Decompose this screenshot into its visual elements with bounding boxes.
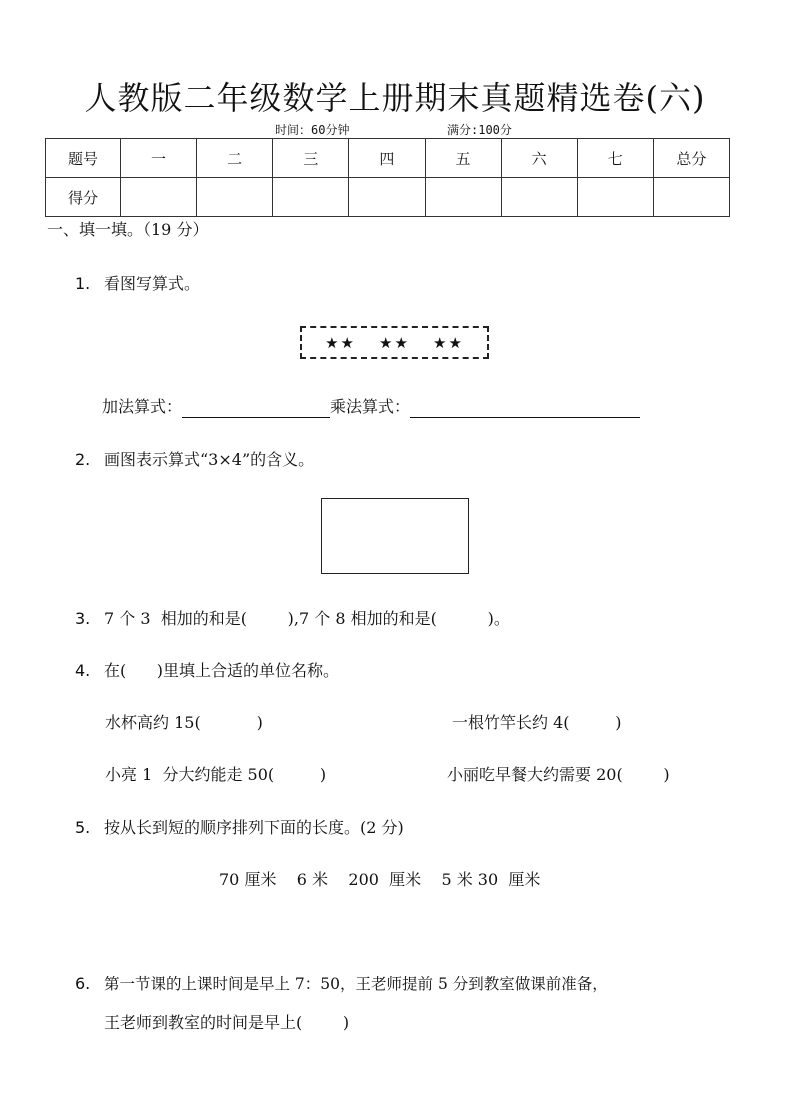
- score-table-header-row: [46, 139, 730, 178]
- question-text: 看图写算式。: [104, 274, 201, 293]
- multiplication-label: 乘法算式：: [330, 397, 411, 416]
- question-text: 第一节课的上课时间是早上 7：50，王老师提前 5 分到教室做课前准备，: [104, 975, 608, 993]
- addition-label: 加法算式：: [102, 397, 183, 416]
- score-entry-cell[interactable]: [501, 178, 577, 217]
- score-cell: 总分: [653, 139, 729, 178]
- question-number: 1.: [75, 274, 91, 293]
- full-score: 满分:100分: [447, 123, 512, 137]
- question-text: 在( )里填上合适的单位名称。: [104, 661, 340, 680]
- score-entry-cell[interactable]: [577, 178, 653, 217]
- score-cell: 题号: [46, 139, 121, 178]
- answer-line-row: [102, 396, 640, 418]
- score-entry-cell[interactable]: [273, 178, 349, 217]
- drawing-answer-box[interactable]: [321, 498, 469, 574]
- score-entry-cell[interactable]: [653, 178, 729, 217]
- question-number: 5.: [75, 818, 91, 837]
- score-entry-cell[interactable]: [197, 178, 273, 217]
- question-number: 6.: [75, 974, 91, 993]
- star-group: ★★: [379, 333, 410, 352]
- time-limit: 时间：60分钟: [275, 123, 350, 137]
- star-group: ★★: [325, 333, 356, 352]
- score-entry-cell[interactable]: [349, 178, 425, 217]
- score-cell: 七: [577, 139, 653, 178]
- addition-answer-blank[interactable]: [182, 401, 330, 418]
- score-cell: 一: [121, 139, 197, 178]
- score-cell: 五: [425, 139, 501, 178]
- length-values: 70 厘米 6 米 200 厘米 5 米 30 厘米: [219, 870, 541, 889]
- score-cell: 三: [273, 139, 349, 178]
- unit-item: 小亮 1 分大约能走 50( ): [105, 765, 327, 784]
- unit-item: 小丽吃早餐大约需要 20( ): [447, 765, 670, 784]
- score-entry-cell[interactable]: [121, 178, 197, 217]
- score-table-score-row: [46, 178, 730, 217]
- question-text: 画图表示算式“3×4”的含义。: [104, 450, 315, 469]
- unit-item: 水杯高约 15( ): [105, 713, 263, 732]
- score-cell: 六: [501, 139, 577, 178]
- score-cell: 得分: [46, 178, 121, 217]
- question-number: 4.: [75, 661, 91, 680]
- question-text: 按从长到短的顺序排列下面的长度。(2 分): [104, 818, 404, 837]
- question-text-continued: 王老师到教室的时间是早上( ): [104, 1013, 350, 1032]
- page-title: 人教版二年级数学上册期末真题精选卷(六): [84, 79, 706, 117]
- multiplication-answer-blank[interactable]: [410, 401, 640, 418]
- score-table: [45, 138, 730, 217]
- star-picture-box: [300, 326, 489, 359]
- question-text: 7 个 3 相加的和是( ),7 个 8 相加的和是( )。: [104, 609, 510, 628]
- question-number: 3.: [75, 609, 91, 628]
- unit-item: 一根竹竿长约 4( ): [452, 713, 622, 732]
- score-entry-cell[interactable]: [425, 178, 501, 217]
- question-number: 2.: [75, 450, 91, 469]
- section-heading: 一、填一填。（19 分）: [47, 220, 209, 239]
- star-group: ★★: [433, 333, 464, 352]
- score-cell: 四: [349, 139, 425, 178]
- score-cell: 二: [197, 139, 273, 178]
